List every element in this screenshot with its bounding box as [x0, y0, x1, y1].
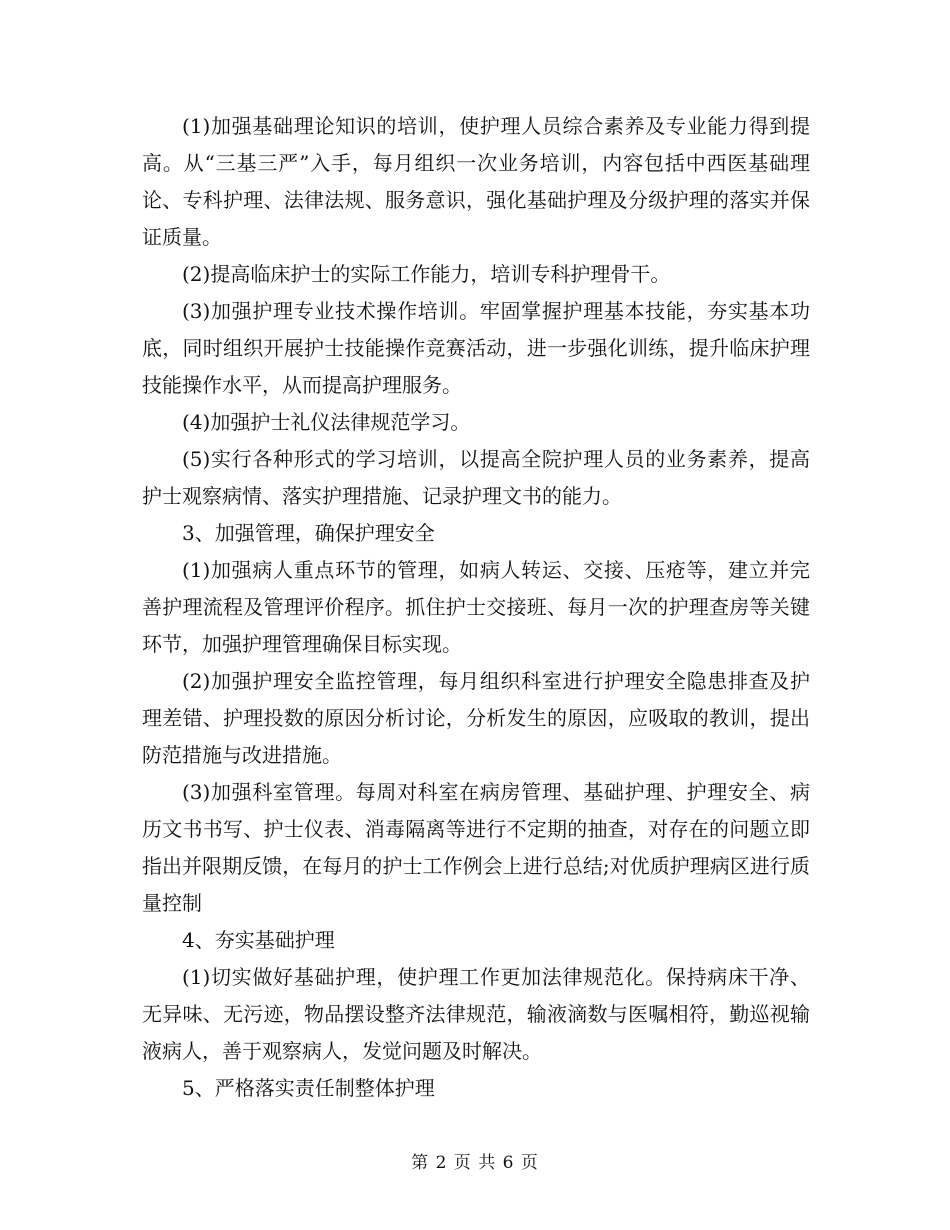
document-body	[142, 108, 810, 1107]
paragraph-training-2: (2)提高临床护士的实际工作能力，培训专科护理骨干。	[182, 262, 671, 286]
paragraph-training-5: (5)实行各种形式的学习培训，以提高全院护理人员的业务素养，提高护士观察病情、落实护理措施、记录护理文书的能力。	[142, 447, 810, 508]
paragraph-management-3: (3)加强科室管理。每周对科室在病房管理、基础护理、护理安全、病历文书书写、护士仪表、消毒隔离等进行不定期的抽查，对存在的问题立即指出并限期反馈，在每月的护士工作例会上进行总结;对优质护理病区进行质量控制	[142, 780, 810, 915]
section-heading-4: 4、夯实基础护理	[182, 928, 335, 952]
paragraph-training-3: (3)加强护理专业技术操作培训。牢固掌握护理基本技能，夯实基本功底，同时组织开展护士技能操作竞赛活动，进一步强化训练，提升临床护理技能操作水平，从而提高护理服务。	[142, 299, 810, 397]
paragraph-management-2: (2)加强护理安全监控管理，每月组织科室进行护理安全隐患排查及护理差错、护理投数的原因分析讨论，分析发生的原因，应吸取的教训，提出防范措施与改进措施。	[142, 669, 810, 767]
paragraph-training-1: (1)加强基础理论知识的培训，使护理人员综合素养及专业能力得到提高。从“三基三严”入手，每月组织一次业务培训，内容包括中西医基础理论、专科护理、法律法规、服务意识，强化基础护理及分级护理的落实并保证质量。	[142, 114, 810, 249]
paragraph-management-1: (1)加强病人重点环节的管理，如病人转运、交接、压疮等，建立并完善护理流程及管理评价程序。抓住护士交接班、每月一次的护理查房等关键环节，加强护理管理确保目标实现。	[142, 558, 810, 656]
section-heading-3: 3、加强管理，确保护理安全	[182, 521, 435, 545]
paragraph-training-4: (4)加强护士礼仪法律规范学习。	[182, 410, 471, 434]
page-number-footer: 第 2 页 共 6 页	[411, 1153, 539, 1173]
section-heading-5: 5、严格落实责任制整体护理	[182, 1076, 435, 1100]
paragraph-basic-care-1: (1)切实做好基础护理，使护理工作更加法律规范化。保持病床干净、无异味、无污迹，物品摆设整齐法律规范，输液滴数与医嘱相符，勤巡视输液病人，善于观察病人，发觉问题及时解决。	[142, 965, 810, 1063]
